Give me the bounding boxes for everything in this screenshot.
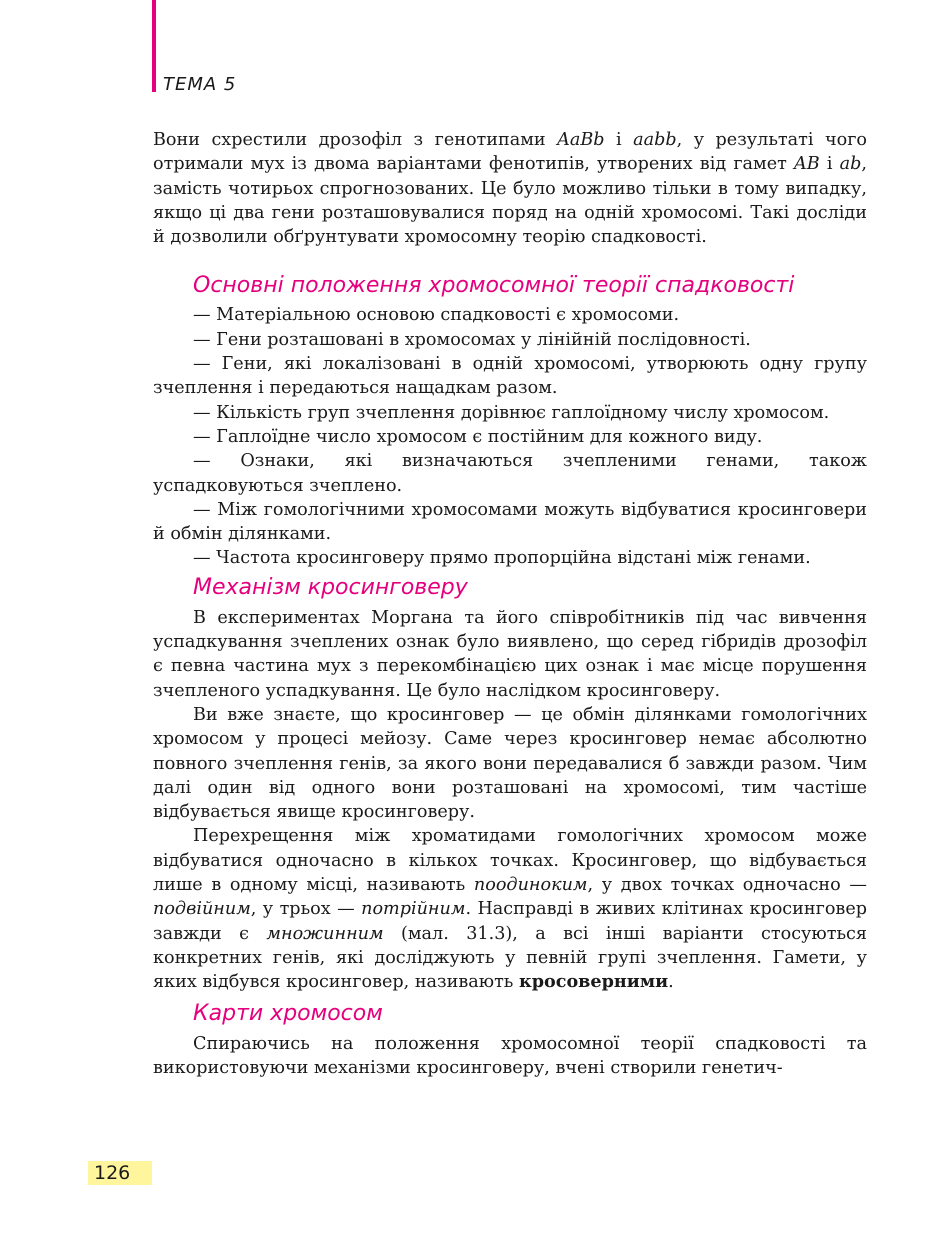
list-item: — Ознаки, які визначаються зчепленими генами, також успадковуються зчеплено.: [153, 451, 867, 496]
page-content: [153, 128, 867, 1080]
topic-label: ТЕМА 5: [163, 74, 237, 95]
term-bold: кросоверними: [518, 971, 669, 993]
list-item: — Гени розташовані в хромосомах у лінійній послідовності.: [193, 329, 751, 350]
list-item: — Матеріальною основою спадковості є хромосоми.: [193, 305, 680, 326]
list-item: — Частота кросинговеру прямо пропорційна відстані між генами.: [193, 548, 811, 569]
section-heading-chromosome-theory: Основні положення хромосомної теорії спадковості: [193, 273, 795, 299]
list-item: — Гаплоїдне число хромосом є постійним для кожного виду.: [193, 426, 763, 447]
list-item: — Кількість груп зчеплення дорівнює гаплоїдному числу хромосом.: [193, 402, 830, 423]
intro-paragraph: Вони схрестили дрозофіл з генотипами AaBb і aabb, у результаті чого отримали мух із двома варіантами фенотипів, утворених від гамет AB і ab, замість чотирьох спрогнозованих. Це було можливо тільки в тому випадку, якщо ці два гени розташовувалися поряд на одній хромосомі. Такі досліди й дозволили обґрунтувати хромосомну теорію спадковості.: [153, 130, 868, 248]
topic-accent-bar: [152, 0, 156, 92]
list-item: — Гени, які локалізовані в одній хромосомі, утворюють одну групу зчеплення і передаються нащадкам разом.: [153, 354, 867, 399]
list-item: — Між гомологічними хромосомами можуть відбуватися кросинговери й обмін ділянками.: [153, 499, 867, 545]
paragraph: Спираючись на положення хромосомної теорії спадковості та використовуючи механізми кросинговеру, вчені створили генетич-: [153, 1033, 867, 1078]
paragraph: Ви вже знаєте, що кросинговер — це обмін ділянками гомологічних хромосом у процесі мейозу. Саме через кросинговер немає абсолютно повного зчеплення генів, за якого вони передавалися б завжди разом. Чим далі один від одного вони розташовані на хромосомі, тим частіше відбувається явище кросинговеру.: [153, 704, 867, 823]
section-heading-chromosome-maps: Карти хромосом: [193, 1000, 383, 1026]
section-heading-crossing-over: Механізм кросинговеру: [193, 574, 468, 600]
page-number: 126: [88, 1161, 152, 1185]
paragraph: Перехрещення між хроматидами гомологічних хромосом може відбуватися одночасно в кількох точках. Кросинговер, що відбувається лише в одному місці, називають поодиноким, у двох точках одночасно — подвійним, у трьох — потрійним. Насправді в живих клітинах кросинговер завжди є множинним (мал. 31.3), а всі інші варіанти стосуються конкретних генів, які досліджують у певній групі зчеплення. Гамети, у яких відбувся кросинговер, називають кросоверними.: [153, 826, 867, 993]
paragraph: В експериментах Моргана та його співробітників під час вивчення успадкування зчеплених ознак було виявлено, що серед гібридів дрозофіл є певна частина мух з перекомбінацією цих ознак і має місце порушення зчепленого успадкування. Це було наслідком кросинговеру.: [153, 607, 867, 701]
